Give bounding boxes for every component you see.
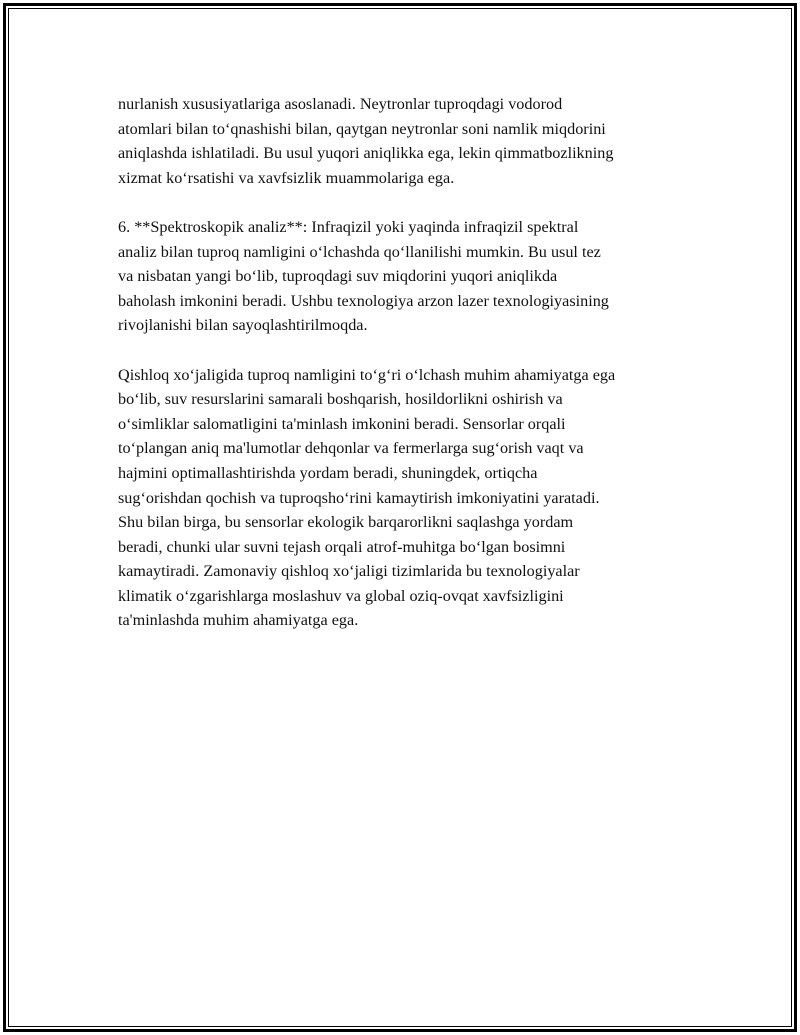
text-line: Shu bilan birga, bu sensorlar ekologik barqarorlikni saqlashga yordam	[118, 513, 574, 532]
text-line: kamaytiradi. Zamonaviy qishloq xo‘jaligi tizimlarida bu texnologiyalar	[118, 562, 580, 581]
text-line: hajmini optimallashtirishda yordam beradi, shuningdek, ortiqcha	[118, 463, 538, 482]
text-line: atomlari bilan to‘qnashishi bilan, qaytgan neytronlar soni namlik miqdorini	[118, 119, 606, 138]
text-line: Qishloq xo‘jaligida tuproq namligini to‘g‘ri o‘lchash muhim ahamiyatga ega	[118, 365, 616, 384]
text-line: baholash imkonini beradi. Ushbu texnologiya arzon lazer texnologiyasining	[118, 291, 609, 310]
paragraph-spectroscopic-analysis	[118, 215, 692, 338]
text-line: 6. **Spektroskopik analiz**: Infraqizil yoki yaqinda infraqizil spektral	[118, 217, 579, 236]
text-line: rivojlanishi bilan sayoqlashtirilmoqda.	[118, 316, 368, 335]
paragraph-conclusion	[118, 363, 692, 634]
text-line: to‘plangan aniq ma'lumotlar dehqonlar va fermerlarga sug‘orish vaqt va	[118, 439, 584, 458]
text-line: sug‘orishdan qochish va tuproqsho‘rini kamaytirish imkoniyatini yaratadi.	[118, 488, 600, 507]
text-line: va nisbatan yangi bo‘lib, tuproqdagi suv miqdorini yuqori aniqlikda	[118, 267, 558, 286]
text-line: o‘simliklar salomatligini ta'minlash imkonini beradi. Sensorlar orqali	[118, 414, 566, 433]
text-line: xizmat ko‘rsatishi va xavfsizlik muammolariga ega.	[118, 168, 455, 187]
paragraph-neutron-method	[118, 92, 692, 190]
text-line: analiz bilan tuproq namligini o‘lchashda qo‘llanilishi mumkin. Bu usul tez	[118, 242, 601, 261]
text-line: nurlanish xususiyatlariga asoslanadi. Neytronlar tuproqdagi vodorod	[118, 95, 563, 113]
text-line: aniqlashda ishlatiladi. Bu usul yuqori aniqlikka ega, lekin qimmatbozlikning	[118, 144, 614, 163]
text-line: ta'minlashda muhim ahamiyatga ega.	[118, 611, 359, 630]
text-line: bo‘lib, suv resurslarini samarali boshqarish, hosildorlikni oshirish va	[118, 390, 563, 409]
document-body	[118, 92, 692, 658]
text-line: klimatik o‘zgarishlarga moslashuv va global oziq-ovqat xavfsizligini	[118, 586, 564, 605]
text-line: beradi, chunki ular suvni tejash orqali atrof-muhitga bo‘lgan bosimni	[118, 537, 566, 556]
